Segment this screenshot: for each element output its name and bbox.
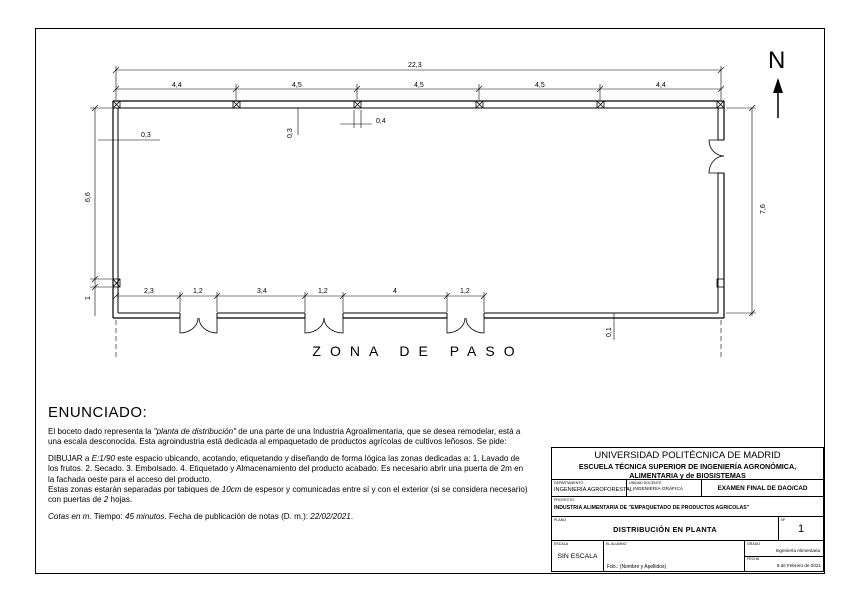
dim-wall-lines [98, 101, 372, 144]
dim-top-4: 4,5 [535, 82, 545, 89]
dim-bottom-4: 1,2 [318, 288, 328, 295]
tb-project-row [552, 497, 823, 517]
tb-scale-value: SIN ESCALA [557, 553, 598, 560]
p3-text-b: de espesor y comunicadas entre sí y con el exterior (si se considera necesario) con puertas de [48, 485, 528, 505]
p2-text-a: DIBUJAR a [48, 453, 92, 463]
p3-text-c: hojas. [108, 495, 133, 505]
dim-bottom-3: 3,4 [257, 288, 267, 295]
statement-paragraph-1 [48, 427, 528, 448]
tb-plan-cell [552, 517, 779, 540]
tb-degree-cell [745, 541, 823, 571]
tb-plan-value: DISTRIBUCIÓN EN PLANTA [613, 525, 717, 534]
tb-date-box [745, 556, 823, 571]
tb-num-value: 1 [797, 523, 805, 535]
tb-degree-label: GRADO [747, 542, 761, 546]
p4-emphasis: Cotas en m [48, 511, 90, 521]
tb-date-label: FECHA [747, 557, 760, 561]
dim-bottom-1: 2,3 [144, 288, 154, 295]
tb-school-2: ALIMENTARIA y de BIOSISTEMAS [629, 471, 746, 480]
tb-university-row [552, 448, 823, 480]
statement-paragraph-2 [48, 454, 528, 485]
tb-exam: EXAMEN FINAL DE DAO/CAD [717, 485, 808, 492]
tb-dept-value: INGENIERÍA AGROFORESTAL [554, 487, 633, 493]
right-dimension-lines [726, 105, 756, 316]
p3-text-a: Estas zonas estarán separadas por tabiques de [48, 485, 222, 495]
p4-emphasis-2: 45 minutos [124, 511, 165, 521]
tb-student-label: EL ALUMNO [606, 542, 627, 546]
tb-date-value: 9 de Febrero de 2021 [776, 563, 821, 568]
tb-unit-value: INGENIERÍA GRÁFICA [633, 487, 684, 492]
tb-plan-label: PLANO [554, 518, 567, 522]
statement-block [48, 404, 528, 528]
statement-heading: ENUNCIADO: [48, 404, 148, 421]
tb-university: UNIVERSIDAD POLITÉCNICA DE MADRID [594, 450, 781, 461]
structural-columns [113, 101, 724, 287]
dim-bottom-small: 0,1 [606, 327, 613, 337]
zone-label: ZONA DE PASO [312, 343, 524, 359]
dim-column-small: 0,4 [376, 118, 386, 125]
dim-right-height: 7,6 [760, 204, 767, 214]
title-block [551, 447, 824, 572]
tb-dept-cell [552, 480, 633, 496]
dim-top-5: 4,4 [656, 82, 666, 89]
dim-bottom-5: 4 [393, 288, 397, 295]
tb-unit-cell [627, 480, 702, 496]
tb-dept-label: DEPARTAMENTO [554, 481, 584, 485]
tb-num-label: Nº [781, 518, 785, 522]
dim-left-height: 6,6 [85, 192, 92, 202]
p3-emphasis-2: 2 [103, 495, 109, 505]
tb-degree-box [745, 541, 823, 557]
dim-top-1: 4,4 [172, 82, 182, 89]
dim-top-3: 4,5 [414, 82, 424, 89]
tb-school-1: ESCUELA TÉCNICA SUPERIOR DE INGENIERÍA AGRONÓMICA, [578, 462, 797, 471]
tb-unit-label: UNIDAD DOCENTE [629, 481, 662, 485]
dim-bottom-6: 1,2 [460, 288, 470, 295]
statement-paragraph-3 [48, 485, 528, 506]
tb-dept-row [552, 480, 823, 497]
dim-wall-thickness: 0,3 [141, 132, 151, 139]
east-door [709, 140, 724, 173]
tb-degree-value: Ingeniería Alimentaria [775, 548, 820, 553]
tb-project-value: INDUSTRIA ALIMENTARIA DE "EMPAQUETADO DE PRODUCTOS AGRÍCOLAS" [554, 505, 750, 511]
p1-text-b: de una parte de una Industria Agroalimentaria, que se desea remodelar, está a una escala desconocida. Esta agroindustria está dedicada al empaquetado de productos agrícolas de cultivos leñosos. Se pide: [48, 427, 521, 447]
p1-text-a: El boceto dado representa la [48, 427, 154, 436]
dim-left-small: 1 [85, 296, 92, 300]
p4-text-a: . Tiempo: [89, 511, 125, 521]
p3-emphasis: 10cm [221, 485, 242, 495]
tb-project-label: PROYECTO [554, 498, 575, 502]
north-label: N [768, 47, 786, 74]
bottom-dimension-lines [113, 292, 618, 340]
tb-student-value: Fdo.: (Nombre y Apellidos) [607, 564, 667, 570]
p4-emphasis-3: 22/02/2021 [310, 511, 351, 521]
p2-emphasis: E:1/90 [91, 453, 116, 463]
north-arrow-icon [773, 78, 783, 118]
p4-text-b: . Fecha de publicación de notas (D. m.): [164, 511, 311, 521]
statement-paragraph-4 [48, 512, 528, 522]
tb-student-cell [604, 541, 745, 571]
dim-bottom-2: 1,2 [193, 288, 203, 295]
tb-num-cell [779, 517, 823, 540]
tb-scale-cell [552, 541, 604, 571]
p2-text-b: este espacio ubicando, acotando, etiquetando y diseñando de forma lógica las zonas dedicadas a: 1. Lavado de los frutos. 2. Secado. 3. Embolsado. 4. Etiquetado y Almacenamiento del producto acabado. Es necesario abrir una puerta de 2m en la fachada oeste para el acceso del producto. [48, 453, 524, 484]
tb-scale-label: ESCALA [554, 542, 569, 546]
left-dimension-lines [90, 105, 112, 316]
tb-bottom-row [552, 541, 823, 571]
dim-top-2: 4,5 [292, 82, 302, 89]
dim-total: 22,3 [408, 62, 422, 69]
building-walls [113, 101, 724, 318]
dim-column-side: 0,3 [287, 128, 294, 138]
p1-emphasis: "planta de distribución" [153, 427, 236, 436]
tb-plan-row [552, 517, 823, 541]
south-doors [180, 318, 484, 333]
p4-text-c: . [350, 511, 354, 521]
